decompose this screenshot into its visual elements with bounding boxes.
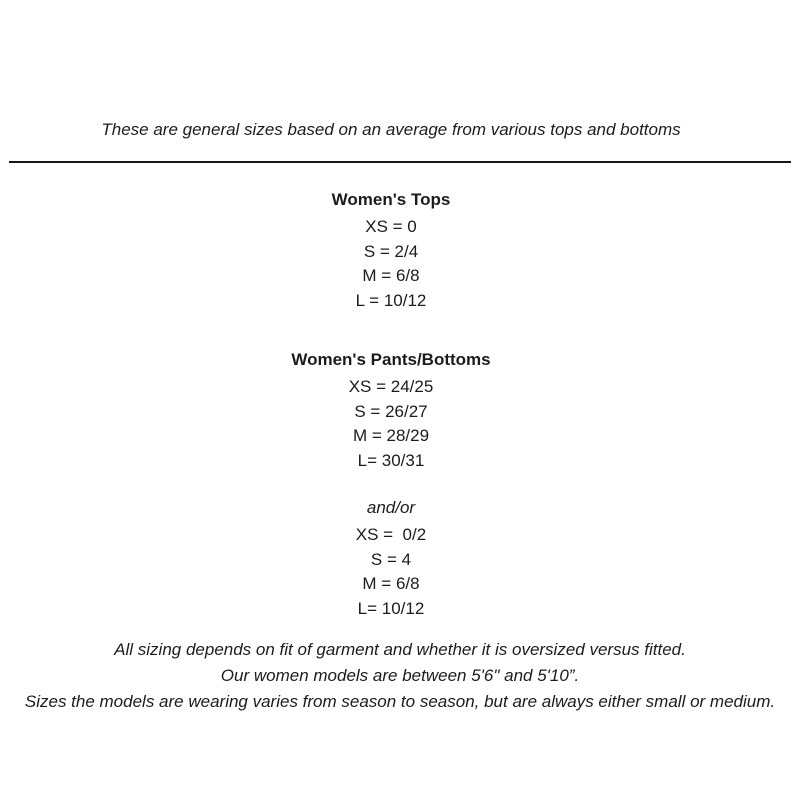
size-row: XS = 0 xyxy=(365,217,417,236)
disclaimer-line: Our women models are between 5'6" and 5'10”. xyxy=(220,666,580,685)
and-or-title: and/or xyxy=(366,498,416,517)
disclaimer-line: Sizes the models are wearing varies from season to season, but are always either small or medium. xyxy=(24,692,776,711)
size-row: M = 6/8 xyxy=(362,574,420,593)
size-row: L= 10/12 xyxy=(357,598,425,618)
size-row: S = 4 xyxy=(370,549,412,569)
size-row: XS = 0/2 xyxy=(355,525,427,544)
disclaimer-line: All sizing depends on fit of garment and whether it is oversized versus fitted. xyxy=(114,640,686,659)
womens-tops-size-list xyxy=(0,215,791,313)
womens-pants-bottoms-title: Women's Pants/Bottoms xyxy=(291,350,491,369)
size-row: M = 28/29 xyxy=(352,426,430,445)
size-row: XS = 24/25 xyxy=(348,377,434,396)
womens-tops-title: Women's Tops xyxy=(331,190,451,209)
section-womens-tops xyxy=(0,190,791,313)
size-row: M = 6/8 xyxy=(362,266,420,285)
section-and-or xyxy=(0,498,791,621)
section-womens-pants-bottoms xyxy=(0,350,791,473)
size-row: L= 30/31 xyxy=(357,450,425,470)
divider-line xyxy=(9,161,791,163)
sizing-disclaimer xyxy=(0,637,800,715)
intro-note: These are general sizes based on an average from various tops and bottoms xyxy=(101,120,681,139)
size-row: S = 2/4 xyxy=(363,241,419,261)
and-or-size-list xyxy=(0,523,791,621)
womens-pants-bottoms-size-list xyxy=(0,375,791,473)
size-row: S = 26/27 xyxy=(354,401,428,421)
size-row: L = 10/12 xyxy=(355,290,427,310)
